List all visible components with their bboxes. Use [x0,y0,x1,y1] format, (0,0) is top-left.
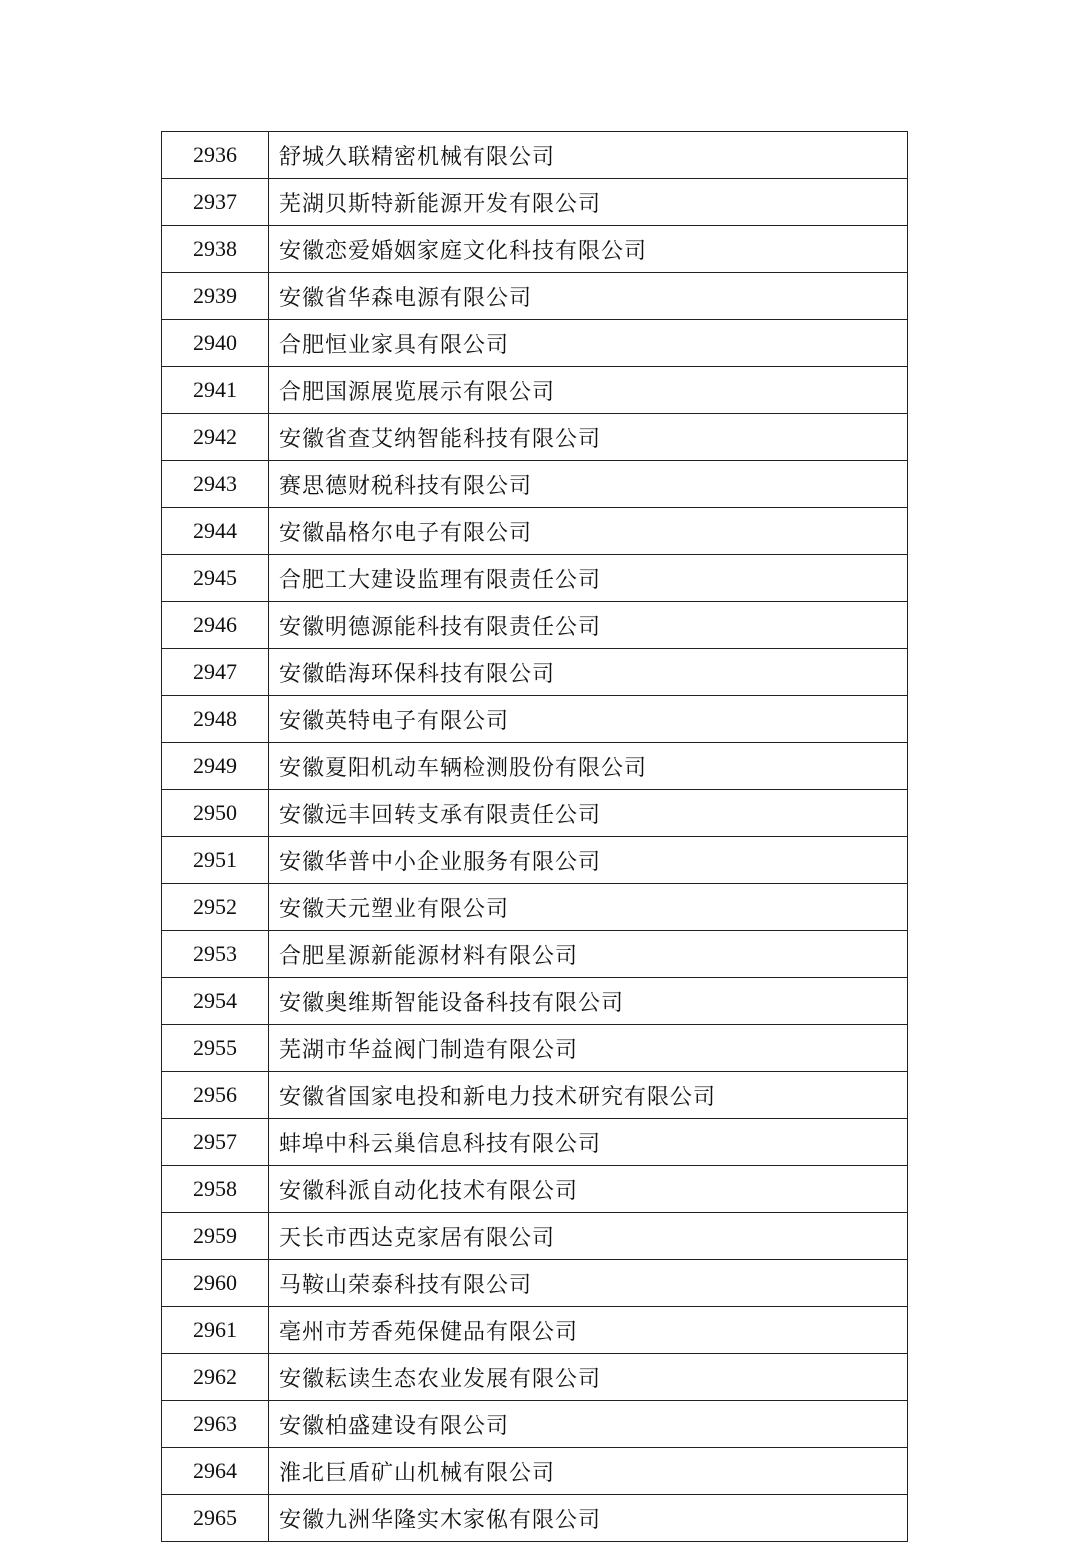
table-row [162,1166,908,1213]
table-row [162,367,908,414]
row-number: 2960 [162,1260,269,1307]
table-row [162,790,908,837]
table-row [162,226,908,273]
table-row [162,132,908,179]
row-number: 2936 [162,132,269,179]
company-name: 安徽英特电子有限公司 [269,696,908,743]
row-number: 2958 [162,1166,269,1213]
company-name: 安徽省华森电源有限公司 [269,273,908,320]
company-name: 亳州市芳香苑保健品有限公司 [269,1307,908,1354]
table-row [162,1495,908,1542]
company-name: 合肥恒业家具有限公司 [269,320,908,367]
table-row [162,1448,908,1495]
row-number: 2962 [162,1354,269,1401]
table-row [162,978,908,1025]
company-name: 天长市西达克家居有限公司 [269,1213,908,1260]
table-row [162,602,908,649]
company-name: 安徽省查艾纳智能科技有限公司 [269,414,908,461]
company-name: 赛思德财税科技有限公司 [269,461,908,508]
company-name: 安徽耘读生态农业发展有限公司 [269,1354,908,1401]
row-number: 2945 [162,555,269,602]
table-row [162,1307,908,1354]
company-name: 安徽远丰回转支承有限责任公司 [269,790,908,837]
table-row [162,1119,908,1166]
table-row [162,555,908,602]
row-number: 2953 [162,931,269,978]
table-row [162,696,908,743]
company-name: 淮北巨盾矿山机械有限公司 [269,1448,908,1495]
company-name: 芜湖市华益阀门制造有限公司 [269,1025,908,1072]
row-number: 2949 [162,743,269,790]
row-number: 2940 [162,320,269,367]
company-name: 安徽华普中小企业服务有限公司 [269,837,908,884]
company-list-table [161,131,908,1542]
company-name: 安徽奥维斯智能设备科技有限公司 [269,978,908,1025]
row-number: 2950 [162,790,269,837]
row-number: 2941 [162,367,269,414]
row-number: 2955 [162,1025,269,1072]
table-row [162,1025,908,1072]
row-number: 2959 [162,1213,269,1260]
table-row [162,743,908,790]
company-name: 芜湖贝斯特新能源开发有限公司 [269,179,908,226]
company-name: 合肥国源展览展示有限公司 [269,367,908,414]
table-row [162,837,908,884]
row-number: 2964 [162,1448,269,1495]
company-name: 安徽夏阳机动车辆检测股份有限公司 [269,743,908,790]
company-name: 安徽省国家电投和新电力技术研究有限公司 [269,1072,908,1119]
row-number: 2965 [162,1495,269,1542]
row-number: 2948 [162,696,269,743]
company-name: 安徽柏盛建设有限公司 [269,1401,908,1448]
company-name: 安徽科派自动化技术有限公司 [269,1166,908,1213]
row-number: 2943 [162,461,269,508]
row-number: 2957 [162,1119,269,1166]
table-row [162,1213,908,1260]
row-number: 2952 [162,884,269,931]
row-number: 2951 [162,837,269,884]
row-number: 2947 [162,649,269,696]
table-row [162,273,908,320]
company-name: 安徽恋爱婚姻家庭文化科技有限公司 [269,226,908,273]
company-name: 蚌埠中科云巢信息科技有限公司 [269,1119,908,1166]
row-number: 2937 [162,179,269,226]
row-number: 2961 [162,1307,269,1354]
company-name: 合肥星源新能源材料有限公司 [269,931,908,978]
row-number: 2938 [162,226,269,273]
row-number: 2963 [162,1401,269,1448]
table-row [162,931,908,978]
company-name: 舒城久联精密机械有限公司 [269,132,908,179]
row-number: 2944 [162,508,269,555]
row-number: 2939 [162,273,269,320]
row-number: 2954 [162,978,269,1025]
table-row [162,1401,908,1448]
company-name: 合肥工大建设监理有限责任公司 [269,555,908,602]
company-list-body [162,132,908,1542]
row-number: 2946 [162,602,269,649]
table-row [162,884,908,931]
row-number: 2942 [162,414,269,461]
table-row [162,414,908,461]
company-name: 安徽皓海环保科技有限公司 [269,649,908,696]
table-row [162,320,908,367]
company-name: 安徽晶格尔电子有限公司 [269,508,908,555]
table-row [162,1072,908,1119]
table-row [162,508,908,555]
table-row [162,649,908,696]
table-row [162,179,908,226]
company-name: 马鞍山荣泰科技有限公司 [269,1260,908,1307]
company-name: 安徽九洲华隆实木家俬有限公司 [269,1495,908,1542]
company-name: 安徽天元塑业有限公司 [269,884,908,931]
company-name: 安徽明德源能科技有限责任公司 [269,602,908,649]
row-number: 2956 [162,1072,269,1119]
table-row [162,461,908,508]
table-row [162,1260,908,1307]
table-row [162,1354,908,1401]
